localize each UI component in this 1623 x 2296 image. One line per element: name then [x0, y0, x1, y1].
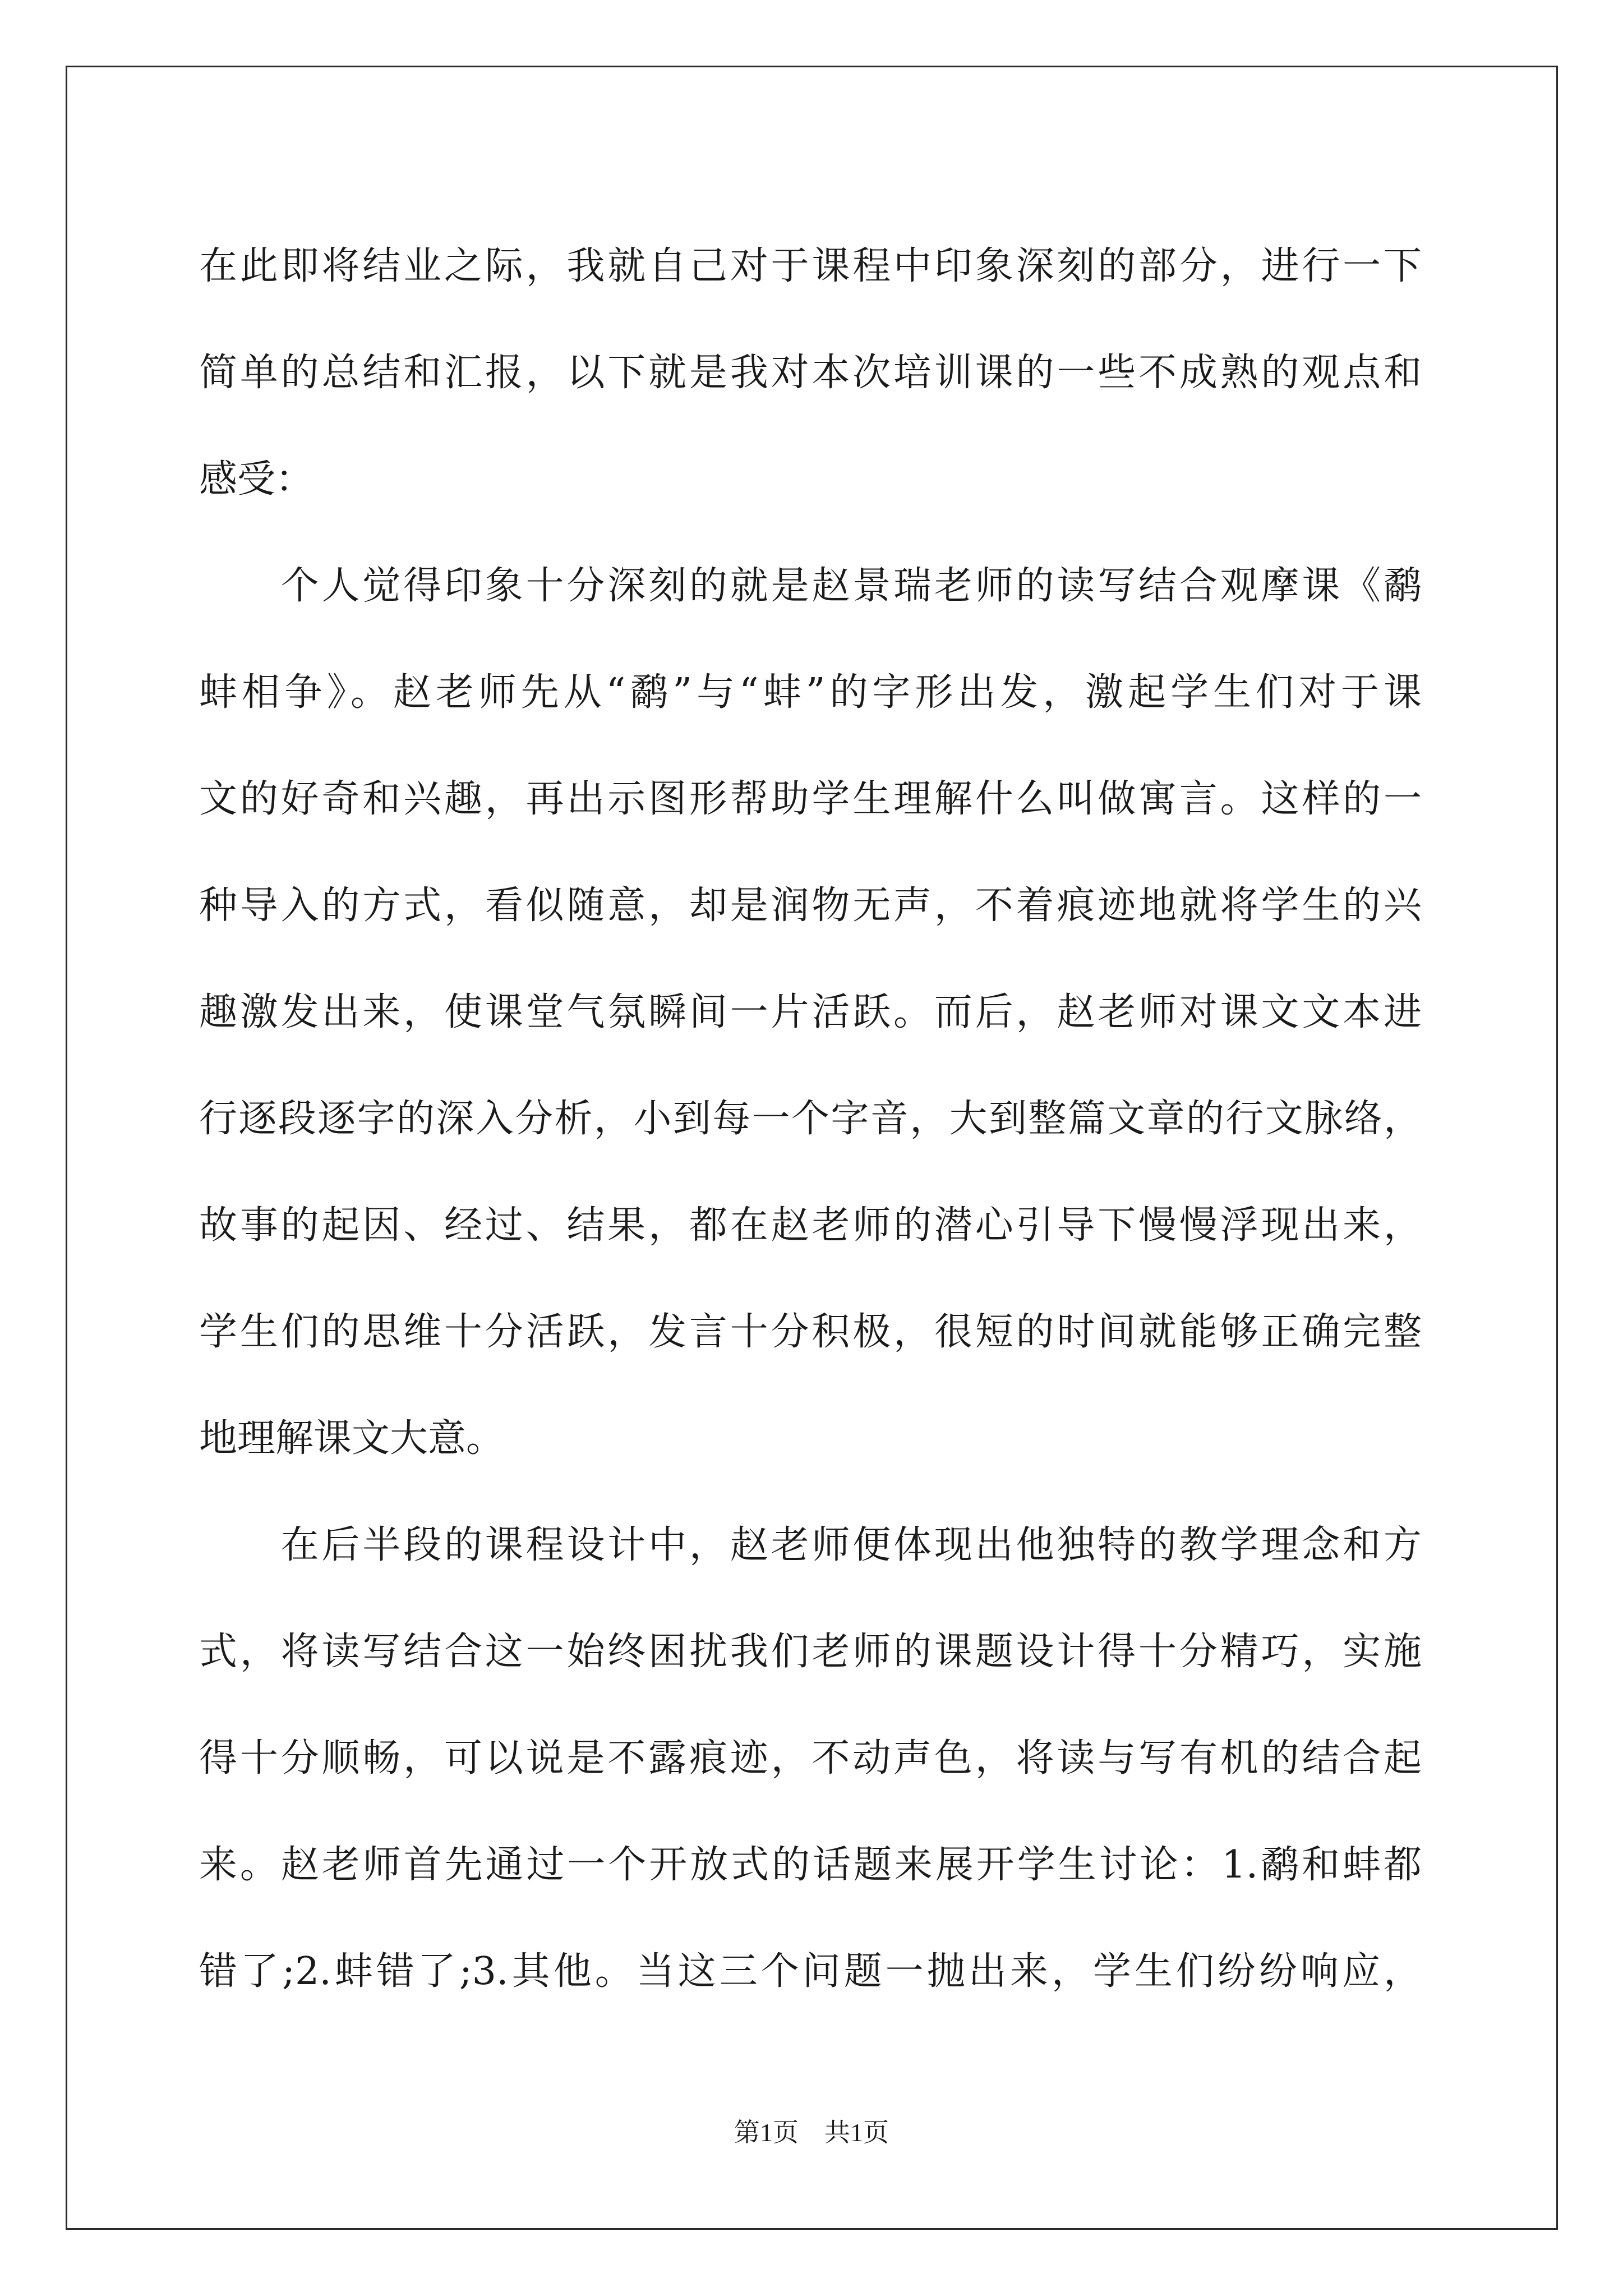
text-line: 趣激发出来，使课堂气氛瞬间一片活跃。而后，赵老师对课文文本进	[199, 990, 1422, 1034]
text-line: 在此即将结业之际，我就自己对于课程中印象深刻的部分，进行一下	[199, 244, 1422, 288]
text-line: 地理解课文大意。	[199, 1416, 505, 1461]
text-line: 故事的起因、经过、结果，都在赵老师的潜心引导下慢慢浮现出来，	[199, 1203, 1422, 1248]
text-line: 行逐段逐字的深入分析，小到每一个字音，大到整篇文章的行文脉络，	[199, 1097, 1422, 1141]
text-line: 种导入的方式，看似随意，却是润物无声，不着痕迹地就将学生的兴	[199, 884, 1422, 928]
text-line: 得十分顺畅，可以说是不露痕迹，不动声色，将读与写有机的结合起	[199, 1736, 1422, 1780]
text-line: 简单的总结和汇报，以下就是我对本次培训课的一些不成熟的观点和	[199, 351, 1422, 395]
text-line: 感受：	[199, 457, 314, 501]
text-line: 错了;2.蚌错了;3.其他。当这三个问题一抛出来，学生们纷纷响应，	[199, 1949, 1422, 1994]
text-line: 式，将读写结合这一始终困扰我们老师的课题设计得十分精巧，实施	[199, 1630, 1422, 1674]
text-line: 蚌相争》。赵老师先从“鹬”与“蚌”的字形出发，激起学生们对于课	[199, 670, 1422, 715]
page-footer: 第1页 共1页	[734, 2118, 889, 2147]
text-line: 学生们的思维十分活跃，发言十分积极，很短的时间就能够正确完整	[199, 1310, 1422, 1354]
document-body	[199, 213, 1422, 2025]
text-line: 文的好奇和兴趣，再出示图形帮助学生理解什么叫做寓言。这样的一	[199, 777, 1422, 821]
text-line: 在后半段的课程设计中，赵老师便体现出他独特的教学理念和方	[199, 1523, 1422, 1567]
text-line: 个人觉得印象十分深刻的就是赵景瑞老师的读写结合观摩课《鹬	[199, 564, 1422, 608]
text-line: 来。赵老师首先通过一个开放式的话题来展开学生讨论：1.鹬和蚌都	[199, 1843, 1422, 1887]
